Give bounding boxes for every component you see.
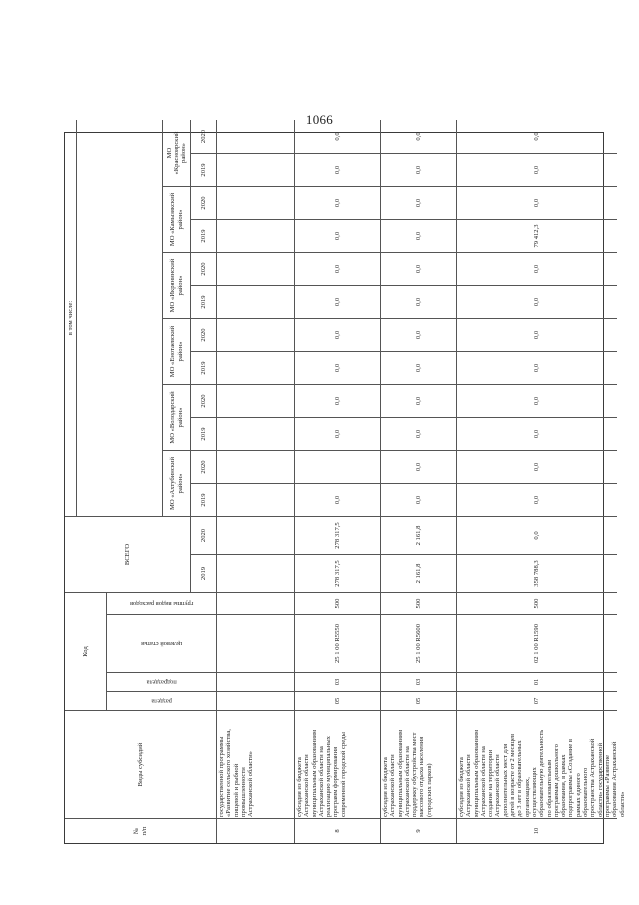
row-value xyxy=(217,285,295,318)
row-value: 0,0 xyxy=(295,318,381,351)
header-district-5-2020: 2020 xyxy=(191,186,217,219)
row-expense-group: 500 xyxy=(295,592,381,614)
header-number: № п/п xyxy=(65,818,217,843)
page-number: 1066 xyxy=(305,112,334,127)
row-value xyxy=(217,351,295,384)
row-target-article: 25 1 00 R5550 xyxy=(295,614,381,672)
row-value: 0,0 xyxy=(295,153,381,186)
header-district-3-2019: 2019 xyxy=(191,351,217,384)
row-value: 0,0 xyxy=(295,120,381,153)
header-subsection-text: подраздела xyxy=(146,678,177,686)
row-value: 0,0 xyxy=(295,351,381,384)
header-district-2-2019: 2019 xyxy=(191,417,217,450)
row-section: 05 xyxy=(381,691,457,710)
header-expense-group-text: группы видов расходов xyxy=(129,600,194,608)
header-including: в том числе: xyxy=(65,120,77,516)
row-value xyxy=(217,554,295,592)
header-district-6-2020: 2020 xyxy=(191,120,217,153)
row-number: 9 xyxy=(381,818,457,843)
header-subsection xyxy=(107,672,217,691)
row-value: 0,0 xyxy=(457,351,617,384)
row-value xyxy=(217,483,295,516)
row-value: 0,0 xyxy=(381,417,457,450)
header-section xyxy=(107,691,217,710)
header-district-1-2019: 2019 xyxy=(191,483,217,516)
row-value xyxy=(217,252,295,285)
header-district-3-2020: 2020 xyxy=(191,318,217,351)
row-value: 0,0 xyxy=(295,285,381,318)
row-target-article: 25 1 00 R5600 xyxy=(381,614,457,672)
header-total-2020: 2020 xyxy=(191,516,217,554)
row-value: 0,0 xyxy=(381,351,457,384)
row-target-article: 02 1 00 R1590 xyxy=(457,614,617,672)
row-value: 0,0 xyxy=(457,516,617,554)
row-value: 278 317,5 xyxy=(295,516,381,554)
header-blank-band xyxy=(77,120,163,516)
row-expense-group: 500 xyxy=(381,592,457,614)
row-value: 0,0 xyxy=(457,483,617,516)
row-value: 0,0 xyxy=(295,384,381,417)
header-expense-group xyxy=(107,592,217,614)
row-value: 0,0 xyxy=(457,186,617,219)
row-value: 0,0 xyxy=(381,252,457,285)
header-code: Код xyxy=(65,592,107,710)
row-value: 0,0 xyxy=(295,252,381,285)
row-number: 10 xyxy=(457,818,617,843)
header-district-5: МО «Камызякский район» xyxy=(163,186,191,252)
row-value xyxy=(217,417,295,450)
row-value: 0,0 xyxy=(381,120,457,153)
header-section-text: раздела xyxy=(151,697,172,705)
row-value xyxy=(217,186,295,219)
row-number: 8 xyxy=(295,818,381,843)
row-value: 0,0 xyxy=(295,417,381,450)
row-subsection: 03 xyxy=(381,672,457,691)
row-expense-group xyxy=(217,592,295,614)
row-value: 0,0 xyxy=(381,219,457,252)
row-number xyxy=(217,818,295,843)
row-value: 2 161,8 xyxy=(381,554,457,592)
row-value xyxy=(217,384,295,417)
rotated-table-frame xyxy=(64,129,626,844)
row-value: 0,0 xyxy=(457,318,617,351)
header-district-1-2020: 2020 xyxy=(191,450,217,483)
row-value: 0,0 xyxy=(381,186,457,219)
row-value: 0,0 xyxy=(381,483,457,516)
header-district-6-2019: 2019 xyxy=(191,153,217,186)
header-target-article-text: целевой статьи xyxy=(141,640,182,648)
row-value: 0,0 xyxy=(295,219,381,252)
row-value xyxy=(217,516,295,554)
row-subsection: 03 xyxy=(295,672,381,691)
header-district-2: МО «Володарский район» xyxy=(163,384,191,450)
header-district-1: МО «Ахтубинский район» xyxy=(163,450,191,516)
row-value: 0,0 xyxy=(457,252,617,285)
header-district-4-2019: 2019 xyxy=(191,285,217,318)
row-value: 358 788,3 xyxy=(457,554,617,592)
header-district-3: МО «Енотаевский район» xyxy=(163,318,191,384)
row-subsection: 01 xyxy=(457,672,617,691)
subsidy-table xyxy=(64,129,626,844)
row-subsidy-name: субсидия из бюджета Астраханской области муниципальным образованиям Астраханской области на реализацию муниципальных программ формирования современной городской среды xyxy=(295,710,381,818)
row-value xyxy=(295,450,381,483)
row-value xyxy=(217,219,295,252)
row-value: 0,0 xyxy=(381,450,457,483)
row-target-article xyxy=(217,614,295,672)
row-value xyxy=(217,318,295,351)
header-total-2019: 2019 xyxy=(191,554,217,592)
row-subsidy-name: государственной программы «Развитие сельского хозяйства, пищевой и рыбной промышленности Астраханской области» xyxy=(217,710,295,818)
row-value xyxy=(217,450,295,483)
row-value: 278 317,5 xyxy=(295,554,381,592)
row-value: 2 161,8 xyxy=(381,516,457,554)
row-value: 79 412,3 xyxy=(457,219,617,252)
row-value: 0,0 xyxy=(381,285,457,318)
row-section: 07 xyxy=(457,691,617,710)
row-value: 0,0 xyxy=(533,132,541,141)
row-subsection xyxy=(217,672,295,691)
header-subsidy-type: Виды субсидий xyxy=(65,710,217,818)
row-value: 0,0 xyxy=(295,483,381,516)
row-value xyxy=(217,153,295,186)
row-subsidy-name: субсидия из бюджета Астраханской области муниципальным образованиям Астраханской области на поддержку обустройства мест массового отдыха населения (городских парков) xyxy=(381,710,457,818)
row-value: 0,0 xyxy=(381,384,457,417)
row-value xyxy=(217,120,295,153)
row-value: 0,0 xyxy=(457,384,617,417)
row-expense-group: 500 xyxy=(457,592,617,614)
header-district-2-2020: 2020 xyxy=(191,384,217,417)
header-target-article xyxy=(107,614,217,672)
header-district-5-2019: 2019 xyxy=(191,219,217,252)
header-district-4: МО «Икрянинский район» xyxy=(163,252,191,318)
row-value: 0,0 xyxy=(295,186,381,219)
row-subsidy-name: субсидия из бюджета Астраханской области муниципальным образованиям Астраханской области на создание на территории Астраханской области дополнительных мест для детей в возрасте от 2 месяцев до 3 лет в образовательных организациях, осуществляющих образовательную деятельность по образовательным программам дошкольного образования, в рамках подпрограммы «Создание в рамках единого образовательного пространства Астраханской области» государственной программы «Развитие образования Астраханской области» xyxy=(457,710,617,818)
row-value: 0,0 xyxy=(381,318,457,351)
header-district-6: МО «Красноярский район» xyxy=(163,120,191,186)
header-total: ВСЕГО xyxy=(65,516,191,592)
row-section xyxy=(217,691,295,710)
row-value: 0,0 xyxy=(457,450,617,483)
row-value: 0,0 xyxy=(457,417,617,450)
header-district-4-2020: 2020 xyxy=(191,252,217,285)
row-value: 0,0 xyxy=(457,285,617,318)
row-value: 0,0 xyxy=(457,153,617,186)
row-value: 0,0 xyxy=(381,153,457,186)
row-section: 05 xyxy=(295,691,381,710)
